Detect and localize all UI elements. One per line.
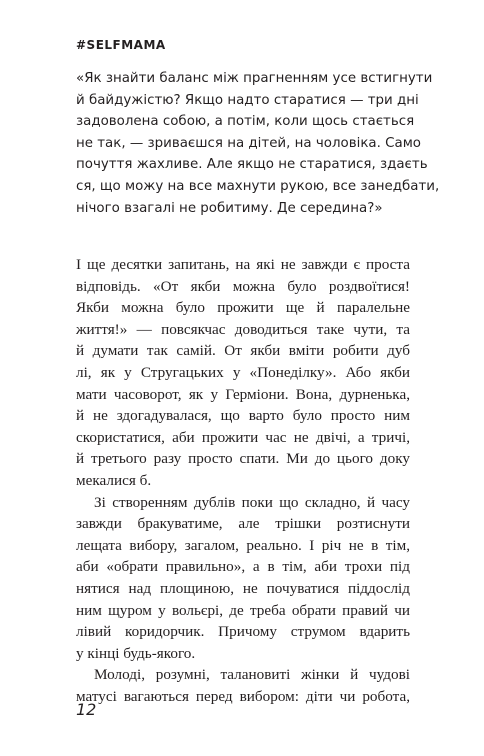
body-line: й не здогадувалася, що варто було просто ним	[76, 407, 410, 425]
body-line: нятися над площиною, не почуватися піддослід	[76, 579, 410, 597]
quote-line: ся, що можу на все махнути рукою, все занедбати,	[76, 178, 440, 194]
body-line: й думати так самій. От якби вміти робити дуб	[76, 342, 410, 360]
body-text	[76, 254, 410, 707]
body-line: лещата вибору, загалом, реально. І річ не в тім,	[76, 536, 410, 554]
body-line: мекалися б.	[76, 471, 152, 489]
body-line: мати часоворот, як у Герміони. Вона, дурненька,	[76, 385, 410, 403]
reader-quote	[76, 68, 440, 219]
body-line: Молоді, розумні, талановиті жінки й чудові	[94, 666, 410, 684]
body-line: життя!» — повсякчас доводиться таке чути, та	[76, 320, 410, 338]
running-header: #SELFMAMA	[76, 38, 166, 52]
body-line: завжди бракуватиме, але трішки розтиснути	[76, 515, 410, 533]
body-line: аби «обрати правильно», а в тім, аби трохи під	[76, 558, 410, 576]
body-line: лі, як у Стругацьких у «Понеділку». Або якби	[76, 363, 410, 381]
body-line: у кінці будь-якого.	[76, 644, 196, 662]
body-line: Якби можна було прожити ще й паралельне	[76, 299, 410, 317]
body-line: Зі створенням дублів поки що складно, й часу	[94, 493, 410, 511]
body-line: лівий коридорчик. Причому струмом вдарить	[76, 623, 410, 641]
body-line: відповідь. «От якби можна було роздвоїтися!	[76, 277, 410, 295]
body-line: й третього разу просто спати. Ми до цього доку	[76, 450, 410, 468]
body-line: ним щуром у вольєрі, де треба обрати правий чи	[76, 601, 410, 619]
quote-line: й байдужістю? Якщо надто старатися — три дні	[76, 92, 419, 108]
body-line: І ще десятки запитань, на які не завжди є проста	[76, 256, 410, 273]
quote-line: почуття жахливе. Але якщо не старатися, здаєть	[76, 157, 428, 173]
body-line: матусі вагаються перед вибором: діти чи робота,	[76, 687, 410, 705]
page-number: 12	[76, 700, 97, 719]
quote-line: «Як знайти баланс між прагненням усе встигнути	[76, 71, 433, 86]
body-line: скористатися, аби прожити час не двічі, а тричі,	[76, 428, 410, 446]
quote-line: задоволена собою, а потім, коли щось стається	[76, 114, 415, 130]
quote-line: не так, — зриваєшся на дітей, на чоловіка. Само	[76, 135, 421, 151]
quote-line: нічого взагалі не робитиму. Де середина?»	[76, 200, 383, 216]
